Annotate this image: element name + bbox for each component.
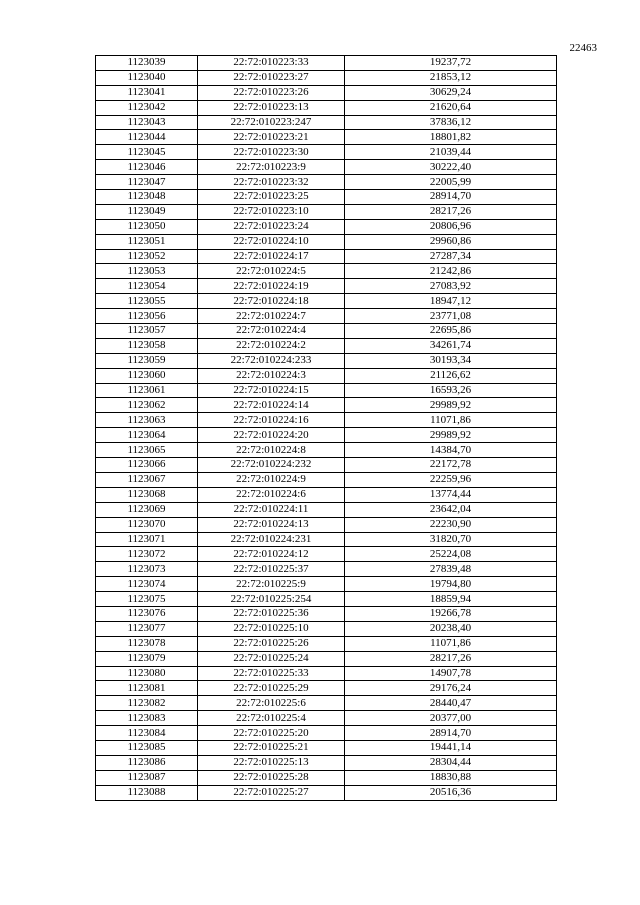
table-row [96, 651, 557, 666]
value-cell: 30629,24 [345, 85, 557, 100]
cadastral-number-cell: 22:72:010224:11 [198, 502, 345, 517]
cadastral-number-cell: 22:72:010224:18 [198, 294, 345, 309]
cadastral-number-cell: 22:72:010224:20 [198, 428, 345, 443]
cadastral-number-cell: 22:72:010223:27 [198, 70, 345, 85]
row-id-cell: 1123063 [96, 413, 198, 428]
table-row [96, 249, 557, 264]
table-row [96, 115, 557, 130]
row-id-cell: 1123084 [96, 726, 198, 741]
value-cell: 20806,96 [345, 219, 557, 234]
cadastral-number-cell: 22:72:010225:33 [198, 666, 345, 681]
table-row [96, 413, 557, 428]
row-id-cell: 1123062 [96, 398, 198, 413]
table-row [96, 547, 557, 562]
value-cell: 37836,12 [345, 115, 557, 130]
value-cell: 28914,70 [345, 190, 557, 205]
value-cell: 22259,96 [345, 472, 557, 487]
value-cell: 29989,92 [345, 428, 557, 443]
value-cell: 27287,34 [345, 249, 557, 264]
row-id-cell: 1123043 [96, 115, 198, 130]
table-row [96, 279, 557, 294]
value-cell: 28217,26 [345, 651, 557, 666]
row-id-cell: 1123060 [96, 368, 198, 383]
value-cell: 20377,00 [345, 711, 557, 726]
value-cell: 21620,64 [345, 100, 557, 115]
page-number: 22463 [569, 42, 597, 54]
table-row [96, 726, 557, 741]
row-id-cell: 1123054 [96, 279, 198, 294]
cadastral-number-cell: 22:72:010225:27 [198, 785, 345, 800]
value-cell: 18801,82 [345, 130, 557, 145]
cadastral-number-cell: 22:72:010223:30 [198, 145, 345, 160]
value-cell: 14907,78 [345, 666, 557, 681]
value-cell: 11071,86 [345, 413, 557, 428]
cadastral-number-cell: 22:72:010224:232 [198, 458, 345, 473]
table-row [96, 428, 557, 443]
row-id-cell: 1123061 [96, 383, 198, 398]
table-row [96, 324, 557, 339]
cadastral-number-cell: 22:72:010224:7 [198, 309, 345, 324]
cadastral-number-cell: 22:72:010224:12 [198, 547, 345, 562]
table-row [96, 577, 557, 592]
cadastral-number-cell: 22:72:010224:5 [198, 264, 345, 279]
value-cell: 19794,80 [345, 577, 557, 592]
data-table [95, 55, 557, 801]
cadastral-number-cell: 22:72:010225:4 [198, 711, 345, 726]
value-cell: 28440,47 [345, 696, 557, 711]
table-row [96, 353, 557, 368]
cadastral-number-cell: 22:72:010224:6 [198, 487, 345, 502]
value-cell: 22172,78 [345, 458, 557, 473]
cadastral-number-cell: 22:72:010225:36 [198, 606, 345, 621]
cadastral-number-cell: 22:72:010224:4 [198, 324, 345, 339]
row-id-cell: 1123088 [96, 785, 198, 800]
row-id-cell: 1123079 [96, 651, 198, 666]
cadastral-number-cell: 22:72:010225:9 [198, 577, 345, 592]
table-body [96, 56, 557, 801]
row-id-cell: 1123042 [96, 100, 198, 115]
row-id-cell: 1123087 [96, 770, 198, 785]
table-row [96, 368, 557, 383]
row-id-cell: 1123049 [96, 204, 198, 219]
value-cell: 20516,36 [345, 785, 557, 800]
row-id-cell: 1123080 [96, 666, 198, 681]
cadastral-number-cell: 22:72:010224:3 [198, 368, 345, 383]
value-cell: 14384,70 [345, 443, 557, 458]
row-id-cell: 1123045 [96, 145, 198, 160]
row-id-cell: 1123047 [96, 175, 198, 190]
cadastral-number-cell: 22:72:010225:254 [198, 592, 345, 607]
row-id-cell: 1123055 [96, 294, 198, 309]
cadastral-number-cell: 22:72:010223:247 [198, 115, 345, 130]
cadastral-number-cell: 22:72:010224:17 [198, 249, 345, 264]
value-cell: 29176,24 [345, 681, 557, 696]
row-id-cell: 1123041 [96, 85, 198, 100]
cadastral-number-cell: 22:72:010223:21 [198, 130, 345, 145]
cadastral-number-cell: 22:72:010224:231 [198, 532, 345, 547]
cadastral-number-cell: 22:72:010223:10 [198, 204, 345, 219]
table-row [96, 562, 557, 577]
table-row [96, 190, 557, 205]
cadastral-number-cell: 22:72:010224:19 [198, 279, 345, 294]
row-id-cell: 1123083 [96, 711, 198, 726]
table-row [96, 592, 557, 607]
table-row [96, 130, 557, 145]
cadastral-number-cell: 22:72:010225:13 [198, 755, 345, 770]
table-row [96, 398, 557, 413]
cadastral-number-cell: 22:72:010223:13 [198, 100, 345, 115]
cadastral-number-cell: 22:72:010223:26 [198, 85, 345, 100]
cadastral-number-cell: 22:72:010225:24 [198, 651, 345, 666]
row-id-cell: 1123066 [96, 458, 198, 473]
row-id-cell: 1123076 [96, 606, 198, 621]
value-cell: 29989,92 [345, 398, 557, 413]
table-row [96, 145, 557, 160]
value-cell: 22695,86 [345, 324, 557, 339]
row-id-cell: 1123077 [96, 621, 198, 636]
cadastral-number-cell: 22:72:010224:8 [198, 443, 345, 458]
cadastral-number-cell: 22:72:010224:10 [198, 234, 345, 249]
table-row [96, 383, 557, 398]
cadastral-number-cell: 22:72:010224:13 [198, 517, 345, 532]
row-id-cell: 1123048 [96, 190, 198, 205]
table-row [96, 443, 557, 458]
table-row [96, 204, 557, 219]
table-row [96, 309, 557, 324]
table-row [96, 487, 557, 502]
value-cell: 19266,78 [345, 606, 557, 621]
value-cell: 25224,08 [345, 547, 557, 562]
value-cell: 19441,14 [345, 740, 557, 755]
row-id-cell: 1123050 [96, 219, 198, 234]
cadastral-number-cell: 22:72:010223:25 [198, 190, 345, 205]
table-row [96, 264, 557, 279]
table-row [96, 696, 557, 711]
value-cell: 19237,72 [345, 56, 557, 71]
cadastral-number-cell: 22:72:010225:6 [198, 696, 345, 711]
row-id-cell: 1123069 [96, 502, 198, 517]
row-id-cell: 1123058 [96, 338, 198, 353]
value-cell: 27839,48 [345, 562, 557, 577]
value-cell: 21242,86 [345, 264, 557, 279]
value-cell: 30193,34 [345, 353, 557, 368]
table-row [96, 472, 557, 487]
cadastral-number-cell: 22:72:010225:29 [198, 681, 345, 696]
cadastral-number-cell: 22:72:010224:233 [198, 353, 345, 368]
table-row [96, 740, 557, 755]
table-row [96, 85, 557, 100]
row-id-cell: 1123071 [96, 532, 198, 547]
cadastral-number-cell: 22:72:010225:26 [198, 636, 345, 651]
cadastral-number-cell: 22:72:010224:15 [198, 383, 345, 398]
cadastral-number-cell: 22:72:010224:16 [198, 413, 345, 428]
table-row [96, 681, 557, 696]
cadastral-number-cell: 22:72:010225:37 [198, 562, 345, 577]
value-cell: 18859,94 [345, 592, 557, 607]
cadastral-number-cell: 22:72:010225:21 [198, 740, 345, 755]
row-id-cell: 1123052 [96, 249, 198, 264]
value-cell: 16593,26 [345, 383, 557, 398]
value-cell: 27083,92 [345, 279, 557, 294]
table-row [96, 785, 557, 800]
cadastral-number-cell: 22:72:010225:10 [198, 621, 345, 636]
value-cell: 11071,86 [345, 636, 557, 651]
row-id-cell: 1123059 [96, 353, 198, 368]
value-cell: 31820,70 [345, 532, 557, 547]
row-id-cell: 1123053 [96, 264, 198, 279]
value-cell: 21853,12 [345, 70, 557, 85]
value-cell: 22005,99 [345, 175, 557, 190]
row-id-cell: 1123072 [96, 547, 198, 562]
table-row [96, 70, 557, 85]
table-row [96, 636, 557, 651]
cadastral-number-cell: 22:72:010223:9 [198, 160, 345, 175]
cadastral-number-cell: 22:72:010224:14 [198, 398, 345, 413]
row-id-cell: 1123065 [96, 443, 198, 458]
cadastral-number-cell: 22:72:010224:9 [198, 472, 345, 487]
table-row [96, 234, 557, 249]
cadastral-number-cell: 22:72:010223:24 [198, 219, 345, 234]
row-id-cell: 1123064 [96, 428, 198, 443]
row-id-cell: 1123040 [96, 70, 198, 85]
value-cell: 22230,90 [345, 517, 557, 532]
row-id-cell: 1123044 [96, 130, 198, 145]
row-id-cell: 1123085 [96, 740, 198, 755]
value-cell: 30222,40 [345, 160, 557, 175]
value-cell: 20238,40 [345, 621, 557, 636]
value-cell: 23642,04 [345, 502, 557, 517]
table-row [96, 755, 557, 770]
table-row [96, 175, 557, 190]
row-id-cell: 1123039 [96, 56, 198, 71]
value-cell: 29960,86 [345, 234, 557, 249]
row-id-cell: 1123075 [96, 592, 198, 607]
value-cell: 28304,44 [345, 755, 557, 770]
row-id-cell: 1123067 [96, 472, 198, 487]
row-id-cell: 1123081 [96, 681, 198, 696]
row-id-cell: 1123082 [96, 696, 198, 711]
table-row [96, 770, 557, 785]
value-cell: 18830,88 [345, 770, 557, 785]
table-row [96, 56, 557, 71]
table-row [96, 606, 557, 621]
value-cell: 23771,08 [345, 309, 557, 324]
table-row [96, 666, 557, 681]
table-row [96, 338, 557, 353]
row-id-cell: 1123086 [96, 755, 198, 770]
cadastral-number-cell: 22:72:010224:2 [198, 338, 345, 353]
value-cell: 28914,70 [345, 726, 557, 741]
table-row [96, 458, 557, 473]
value-cell: 21039,44 [345, 145, 557, 160]
cadastral-number-cell: 22:72:010223:33 [198, 56, 345, 71]
row-id-cell: 1123070 [96, 517, 198, 532]
cadastral-number-cell: 22:72:010225:20 [198, 726, 345, 741]
row-id-cell: 1123046 [96, 160, 198, 175]
row-id-cell: 1123051 [96, 234, 198, 249]
value-cell: 18947,12 [345, 294, 557, 309]
value-cell: 21126,62 [345, 368, 557, 383]
cadastral-number-cell: 22:72:010225:28 [198, 770, 345, 785]
table-row [96, 294, 557, 309]
table-row [96, 502, 557, 517]
table-row [96, 517, 557, 532]
table-row [96, 219, 557, 234]
row-id-cell: 1123074 [96, 577, 198, 592]
table-row [96, 532, 557, 547]
row-id-cell: 1123073 [96, 562, 198, 577]
row-id-cell: 1123056 [96, 309, 198, 324]
value-cell: 13774,44 [345, 487, 557, 502]
value-cell: 34261,74 [345, 338, 557, 353]
value-cell: 28217,26 [345, 204, 557, 219]
table-row [96, 100, 557, 115]
cadastral-number-cell: 22:72:010223:32 [198, 175, 345, 190]
table-row [96, 711, 557, 726]
row-id-cell: 1123078 [96, 636, 198, 651]
row-id-cell: 1123068 [96, 487, 198, 502]
table-row [96, 621, 557, 636]
table-row [96, 160, 557, 175]
row-id-cell: 1123057 [96, 324, 198, 339]
